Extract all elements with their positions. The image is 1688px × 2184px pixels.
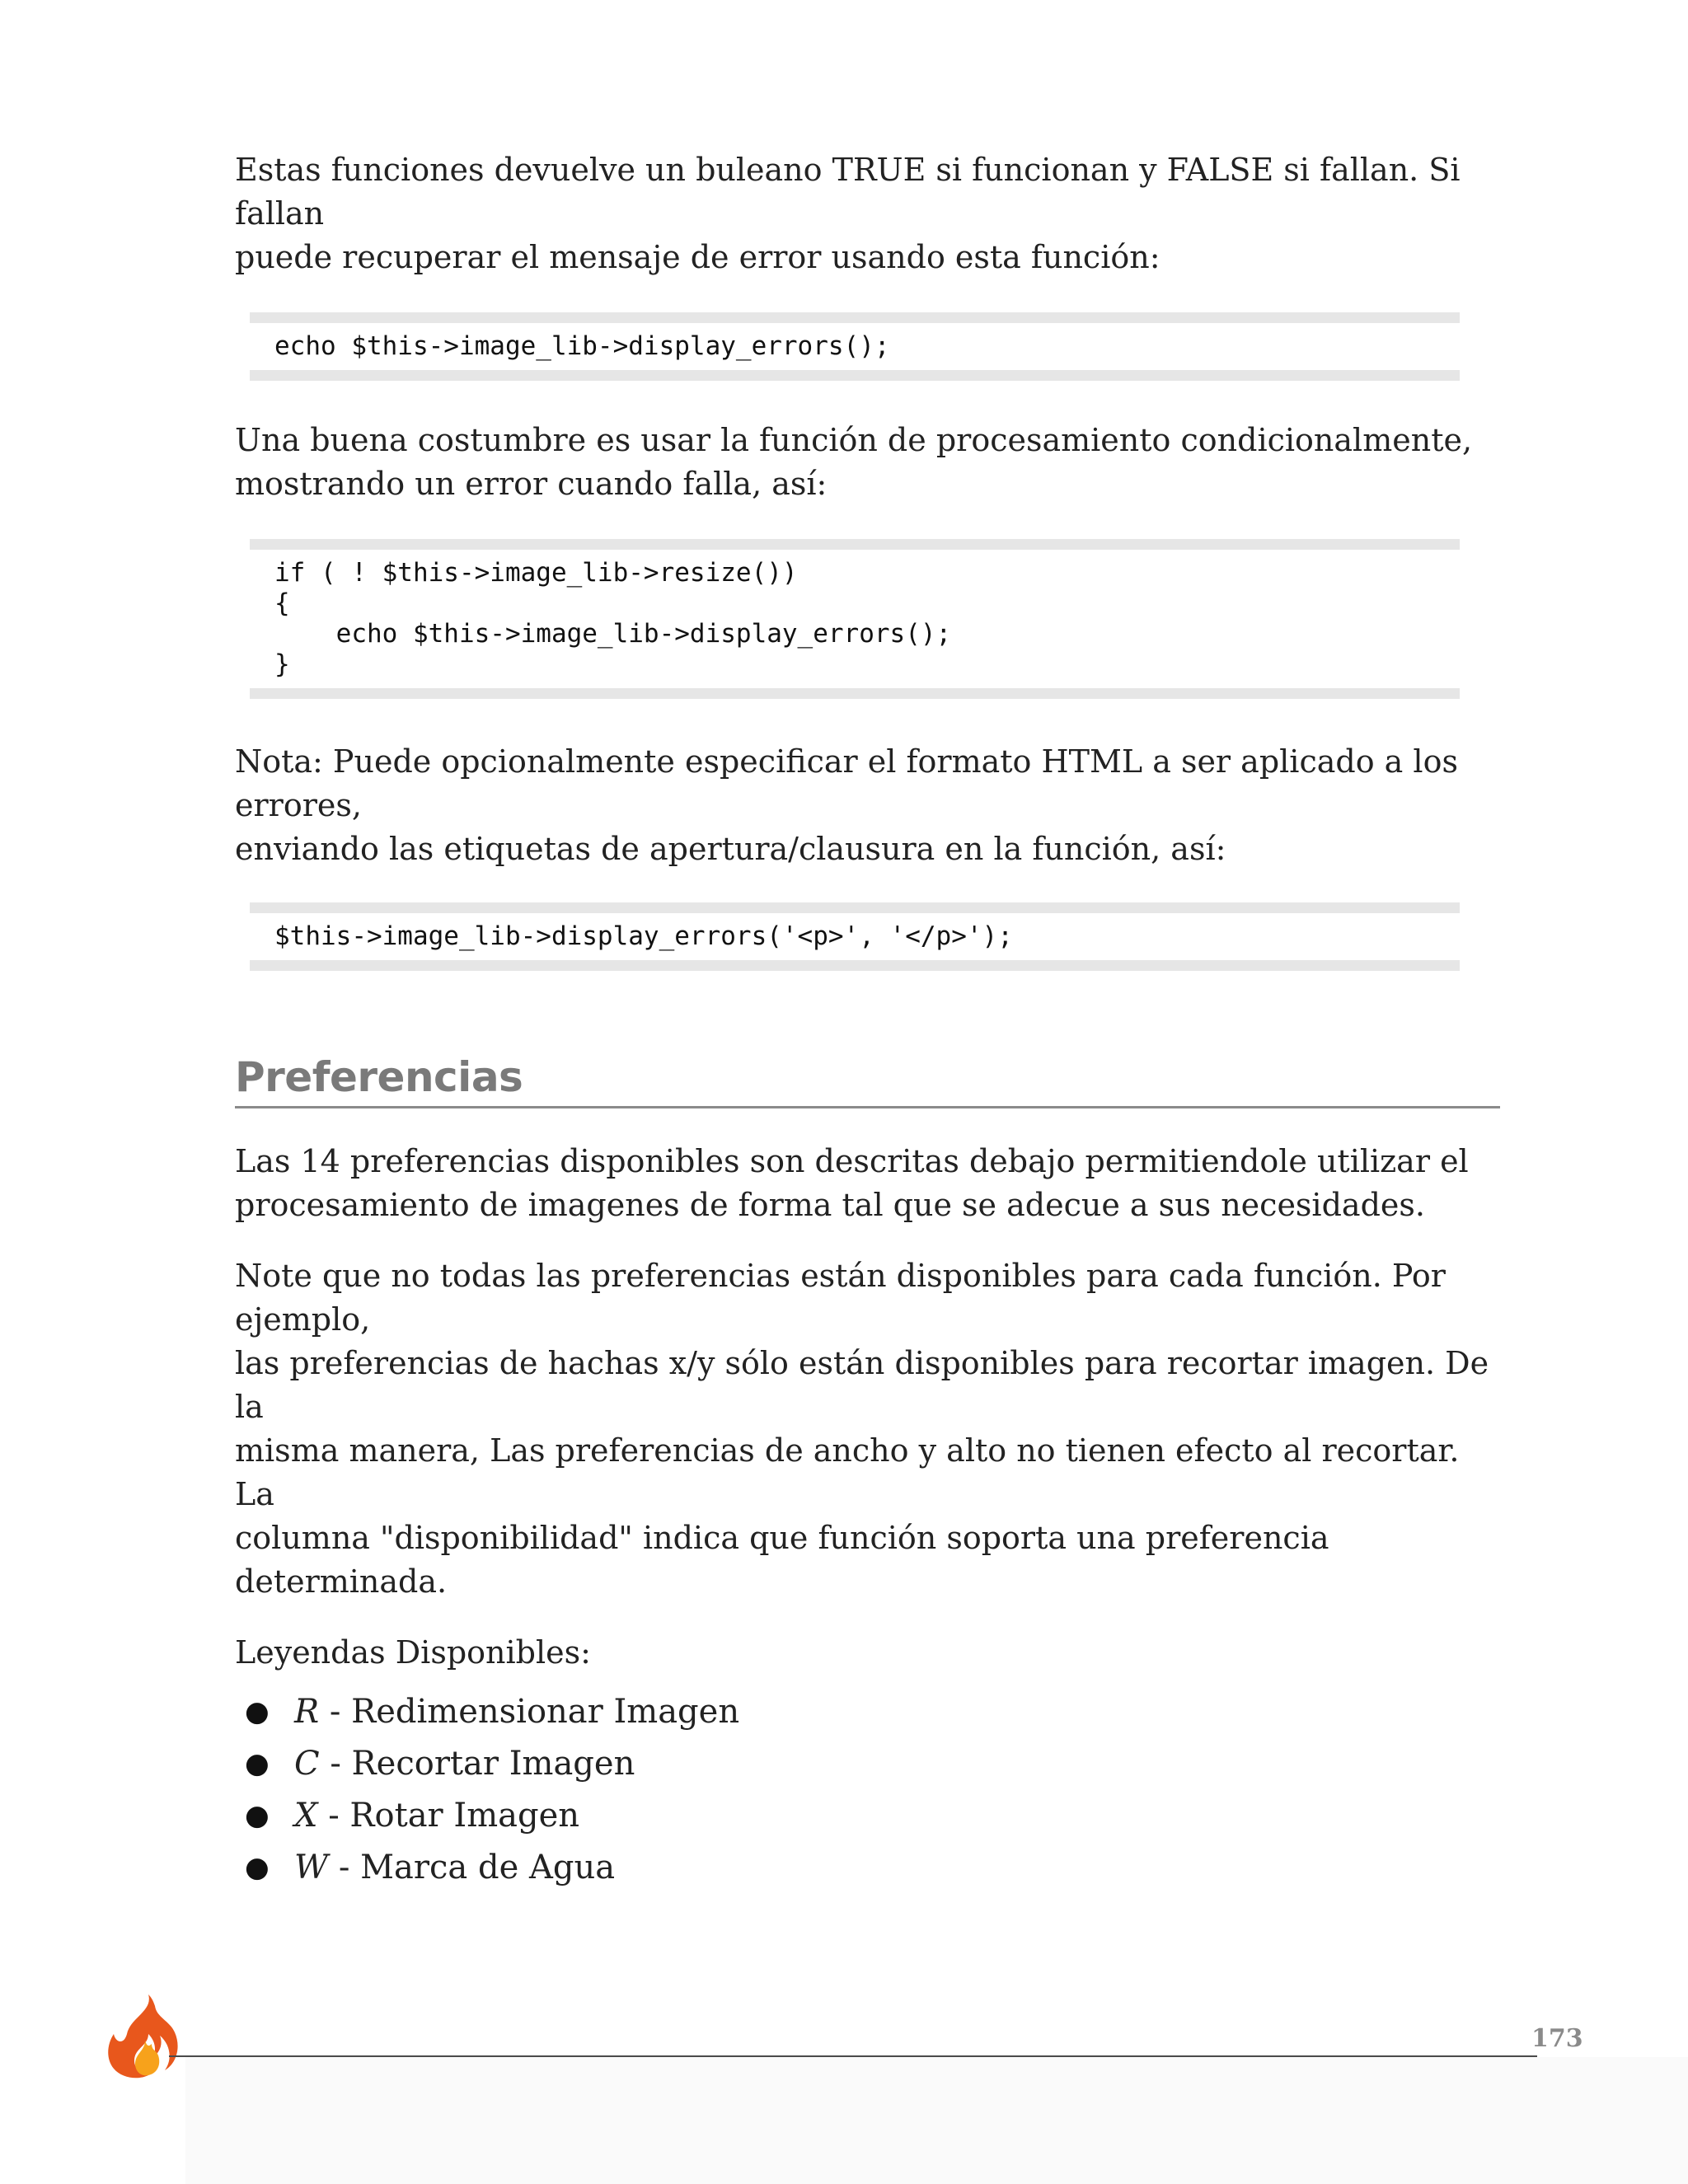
paragraph-line: puede recuperar el mensaje de error usando esta función: bbox=[235, 239, 1160, 275]
code-line: $this->image_lib->display_errors('<p>', '</p>'); bbox=[274, 921, 1013, 951]
paragraph-return-values bbox=[235, 148, 1500, 279]
code-block-html-errors bbox=[250, 902, 1460, 971]
paragraph-line: Una buena costumbre es usar la función de procesamiento condicionalmente, bbox=[235, 422, 1473, 458]
paragraph-preferences-note bbox=[235, 1254, 1500, 1604]
bullet-icon: ● bbox=[245, 1799, 270, 1832]
legend-list bbox=[235, 1686, 1500, 1894]
paragraph-note bbox=[235, 740, 1500, 871]
page-content bbox=[235, 148, 1500, 1894]
legend-key: C bbox=[294, 1745, 320, 1783]
paragraph-conditional bbox=[235, 419, 1500, 506]
code-line: echo $this->image_lib->display_errors(); bbox=[274, 331, 890, 361]
paragraph-line: enviando las etiquetas de apertura/clausura en la función, así: bbox=[235, 831, 1226, 867]
page-number: 173 bbox=[1531, 2024, 1583, 2053]
code-line: echo $this->image_lib->display_errors(); bbox=[274, 619, 952, 649]
legend-text: - Recortar Imagen bbox=[319, 1745, 635, 1783]
legend-heading: Leyendas Disponibles: bbox=[235, 1634, 591, 1671]
legend-key: W bbox=[294, 1849, 329, 1886]
paragraph-line: columna "disponibilidad" indica que función soporta una preferencia determinada. bbox=[235, 1520, 1329, 1600]
paragraph-line: misma manera, Las preferencias de ancho y alto no tienen efecto al recortar. La bbox=[235, 1432, 1460, 1512]
legend-key: X bbox=[294, 1797, 318, 1835]
paragraph-line: Note que no todas las preferencias están disponibles para cada función. Por ejemplo, bbox=[235, 1258, 1446, 1338]
bullet-icon: ● bbox=[245, 1851, 270, 1884]
list-item bbox=[235, 1686, 1500, 1738]
paragraph-preferences-intro bbox=[235, 1140, 1500, 1227]
paragraph-line: Nota: Puede opcionalmente especificar el formato HTML a ser aplicado a los errores, bbox=[235, 743, 1458, 823]
paragraph-line: procesamiento de imagenes de forma tal que se adecue a sus necesidades. bbox=[235, 1187, 1425, 1223]
section-heading: Preferencias bbox=[235, 1053, 1500, 1108]
code-line: { bbox=[274, 588, 290, 618]
paragraph-line: Las 14 preferencias disponibles son descritas debajo permitiendole utilizar el bbox=[235, 1143, 1469, 1179]
list-item bbox=[235, 1842, 1500, 1894]
code-line: if ( ! $this->image_lib->resize()) bbox=[274, 558, 798, 588]
legend-text: - Marca de Agua bbox=[328, 1849, 616, 1886]
list-item bbox=[235, 1790, 1500, 1842]
legend-text: - Rotar Imagen bbox=[317, 1797, 580, 1835]
code-line: } bbox=[274, 649, 290, 679]
paragraph-line: Estas funciones devuelve un buleano TRUE si funcionan y FALSE si fallan. Si fallan bbox=[235, 152, 1461, 232]
list-item bbox=[235, 1738, 1500, 1790]
code-block-display-errors bbox=[250, 312, 1460, 381]
paragraph-line: mostrando un error cuando falla, así: bbox=[235, 466, 828, 502]
bullet-icon: ● bbox=[245, 1747, 270, 1780]
code-block-conditional bbox=[250, 539, 1460, 699]
flame-logo-icon bbox=[106, 1993, 180, 2079]
footer-rule bbox=[169, 2055, 1537, 2057]
page-footer-background bbox=[185, 2057, 1688, 2184]
paragraph-line: las preferencias de hachas x/y sólo están disponibles para recortar imagen. De la bbox=[235, 1345, 1489, 1425]
bullet-icon: ● bbox=[245, 1695, 270, 1728]
legend-key: R bbox=[294, 1693, 320, 1731]
legend-text: - Redimensionar Imagen bbox=[319, 1693, 740, 1731]
